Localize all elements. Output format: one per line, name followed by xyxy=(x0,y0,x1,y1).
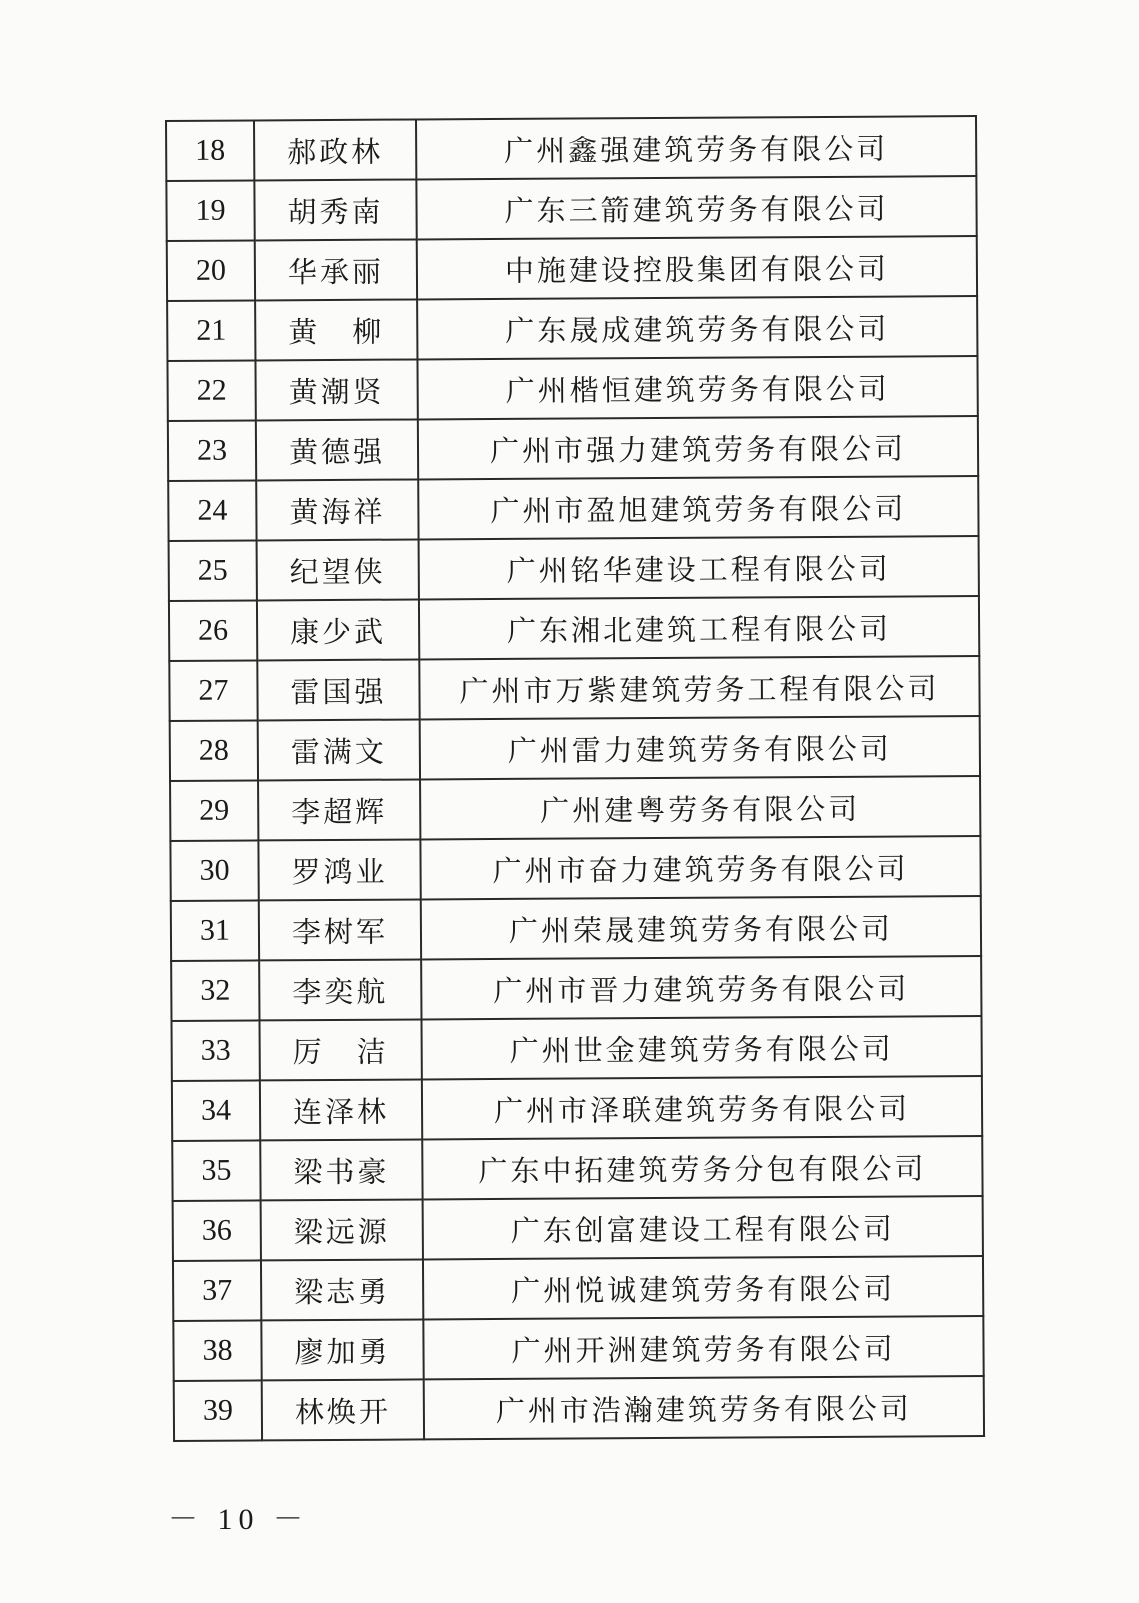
row-number: 34 xyxy=(172,1080,260,1141)
company-name: 广州世金建筑劳务有限公司 xyxy=(421,1016,981,1079)
company-name: 广州楷恒建筑劳务有限公司 xyxy=(417,356,977,419)
company-name: 广州市万紫建筑劳务工程有限公司 xyxy=(419,656,979,719)
company-name: 广州悦诚建筑劳务有限公司 xyxy=(423,1256,983,1319)
row-number: 29 xyxy=(170,780,258,841)
person-name: 康少武 xyxy=(257,599,419,660)
row-number: 38 xyxy=(173,1320,261,1381)
person-name: 梁书豪 xyxy=(260,1139,422,1200)
person-name: 李树军 xyxy=(259,899,421,960)
company-name: 广州市泽联建筑劳务有限公司 xyxy=(422,1076,982,1139)
person-name: 林焕开 xyxy=(262,1379,424,1440)
row-number: 28 xyxy=(170,720,258,781)
row-number: 26 xyxy=(169,600,257,661)
person-name: 廖加勇 xyxy=(261,1319,423,1380)
table-row xyxy=(170,776,980,841)
row-number: 22 xyxy=(167,360,255,421)
row-number: 37 xyxy=(173,1260,261,1321)
person-name: 郝政林 xyxy=(254,119,416,180)
company-name: 广州建粤劳务有限公司 xyxy=(420,776,980,839)
company-name: 广东中拓建筑劳务分包有限公司 xyxy=(422,1136,982,1199)
table-row xyxy=(166,116,976,181)
table-row xyxy=(169,596,979,661)
table-row xyxy=(173,1256,983,1321)
table-row xyxy=(171,956,981,1021)
row-number: 20 xyxy=(167,240,255,301)
person-name: 李奕航 xyxy=(259,959,421,1020)
person-name: 雷满文 xyxy=(258,719,420,780)
company-name: 广州铭华建设工程有限公司 xyxy=(419,536,979,599)
row-number: 19 xyxy=(166,180,254,241)
table-row xyxy=(172,1076,982,1141)
row-number: 32 xyxy=(171,960,259,1021)
table-row xyxy=(172,1136,982,1201)
person-name: 罗鸿业 xyxy=(258,839,420,900)
table-row xyxy=(173,1316,983,1381)
table-row xyxy=(167,236,977,301)
company-name: 广东三箭建筑劳务有限公司 xyxy=(416,176,976,239)
roster-table-body xyxy=(166,116,984,1441)
table-row xyxy=(167,356,977,421)
roster-table xyxy=(165,115,985,1442)
person-name: 纪望侠 xyxy=(257,539,419,600)
person-name: 黄 柳 xyxy=(255,299,417,360)
company-name: 广州鑫强建筑劳务有限公司 xyxy=(416,116,976,179)
table-row xyxy=(169,656,979,721)
company-name: 广州市强力建筑劳务有限公司 xyxy=(418,416,978,479)
row-number: 31 xyxy=(171,900,259,961)
person-name: 黄德强 xyxy=(256,419,418,480)
company-name: 广东湘北建筑工程有限公司 xyxy=(419,596,979,659)
row-number: 21 xyxy=(167,300,255,361)
table-row xyxy=(173,1196,983,1261)
row-number: 23 xyxy=(168,420,256,481)
row-number: 39 xyxy=(174,1380,262,1441)
company-name: 广州荣晟建筑劳务有限公司 xyxy=(421,896,981,959)
person-name: 厉 洁 xyxy=(260,1019,422,1080)
company-name: 广州开洲建筑劳务有限公司 xyxy=(423,1316,983,1379)
table-row xyxy=(168,416,978,481)
row-number: 25 xyxy=(169,540,257,601)
company-name: 广州市奋力建筑劳务有限公司 xyxy=(420,836,980,899)
table-row xyxy=(168,476,978,541)
row-number: 30 xyxy=(170,840,258,901)
table-row xyxy=(170,836,980,901)
row-number: 18 xyxy=(166,120,254,181)
person-name: 雷国强 xyxy=(257,659,419,720)
row-number: 24 xyxy=(168,480,256,541)
person-name: 黄潮贤 xyxy=(255,359,417,420)
table-row xyxy=(167,296,977,361)
table-row xyxy=(172,1016,982,1081)
row-number: 35 xyxy=(172,1140,260,1201)
company-name: 广州市晋力建筑劳务有限公司 xyxy=(421,956,981,1019)
person-name: 胡秀南 xyxy=(254,179,416,240)
table-row xyxy=(169,536,979,601)
company-name: 广州市浩瀚建筑劳务有限公司 xyxy=(424,1376,984,1439)
company-name: 广东晟成建筑劳务有限公司 xyxy=(417,296,977,359)
table-row xyxy=(174,1376,984,1441)
row-number: 33 xyxy=(172,1020,260,1081)
table-row xyxy=(171,896,981,961)
table-row xyxy=(166,176,976,241)
company-name: 广州市盈旭建筑劳务有限公司 xyxy=(418,476,978,539)
person-name: 黄海祥 xyxy=(256,479,418,540)
page-number: － 10 － xyxy=(168,1503,309,1536)
table-row xyxy=(170,716,980,781)
row-number: 36 xyxy=(173,1200,261,1261)
person-name: 梁志勇 xyxy=(261,1259,423,1320)
row-number: 27 xyxy=(169,660,257,721)
company-name: 广东创富建设工程有限公司 xyxy=(423,1196,983,1259)
person-name: 李超辉 xyxy=(258,779,420,840)
company-name: 广州雷力建筑劳务有限公司 xyxy=(420,716,980,779)
person-name: 连泽林 xyxy=(260,1079,422,1140)
company-name: 中施建设控股集团有限公司 xyxy=(417,236,977,299)
person-name: 梁远源 xyxy=(261,1199,423,1260)
person-name: 华承丽 xyxy=(255,239,417,300)
